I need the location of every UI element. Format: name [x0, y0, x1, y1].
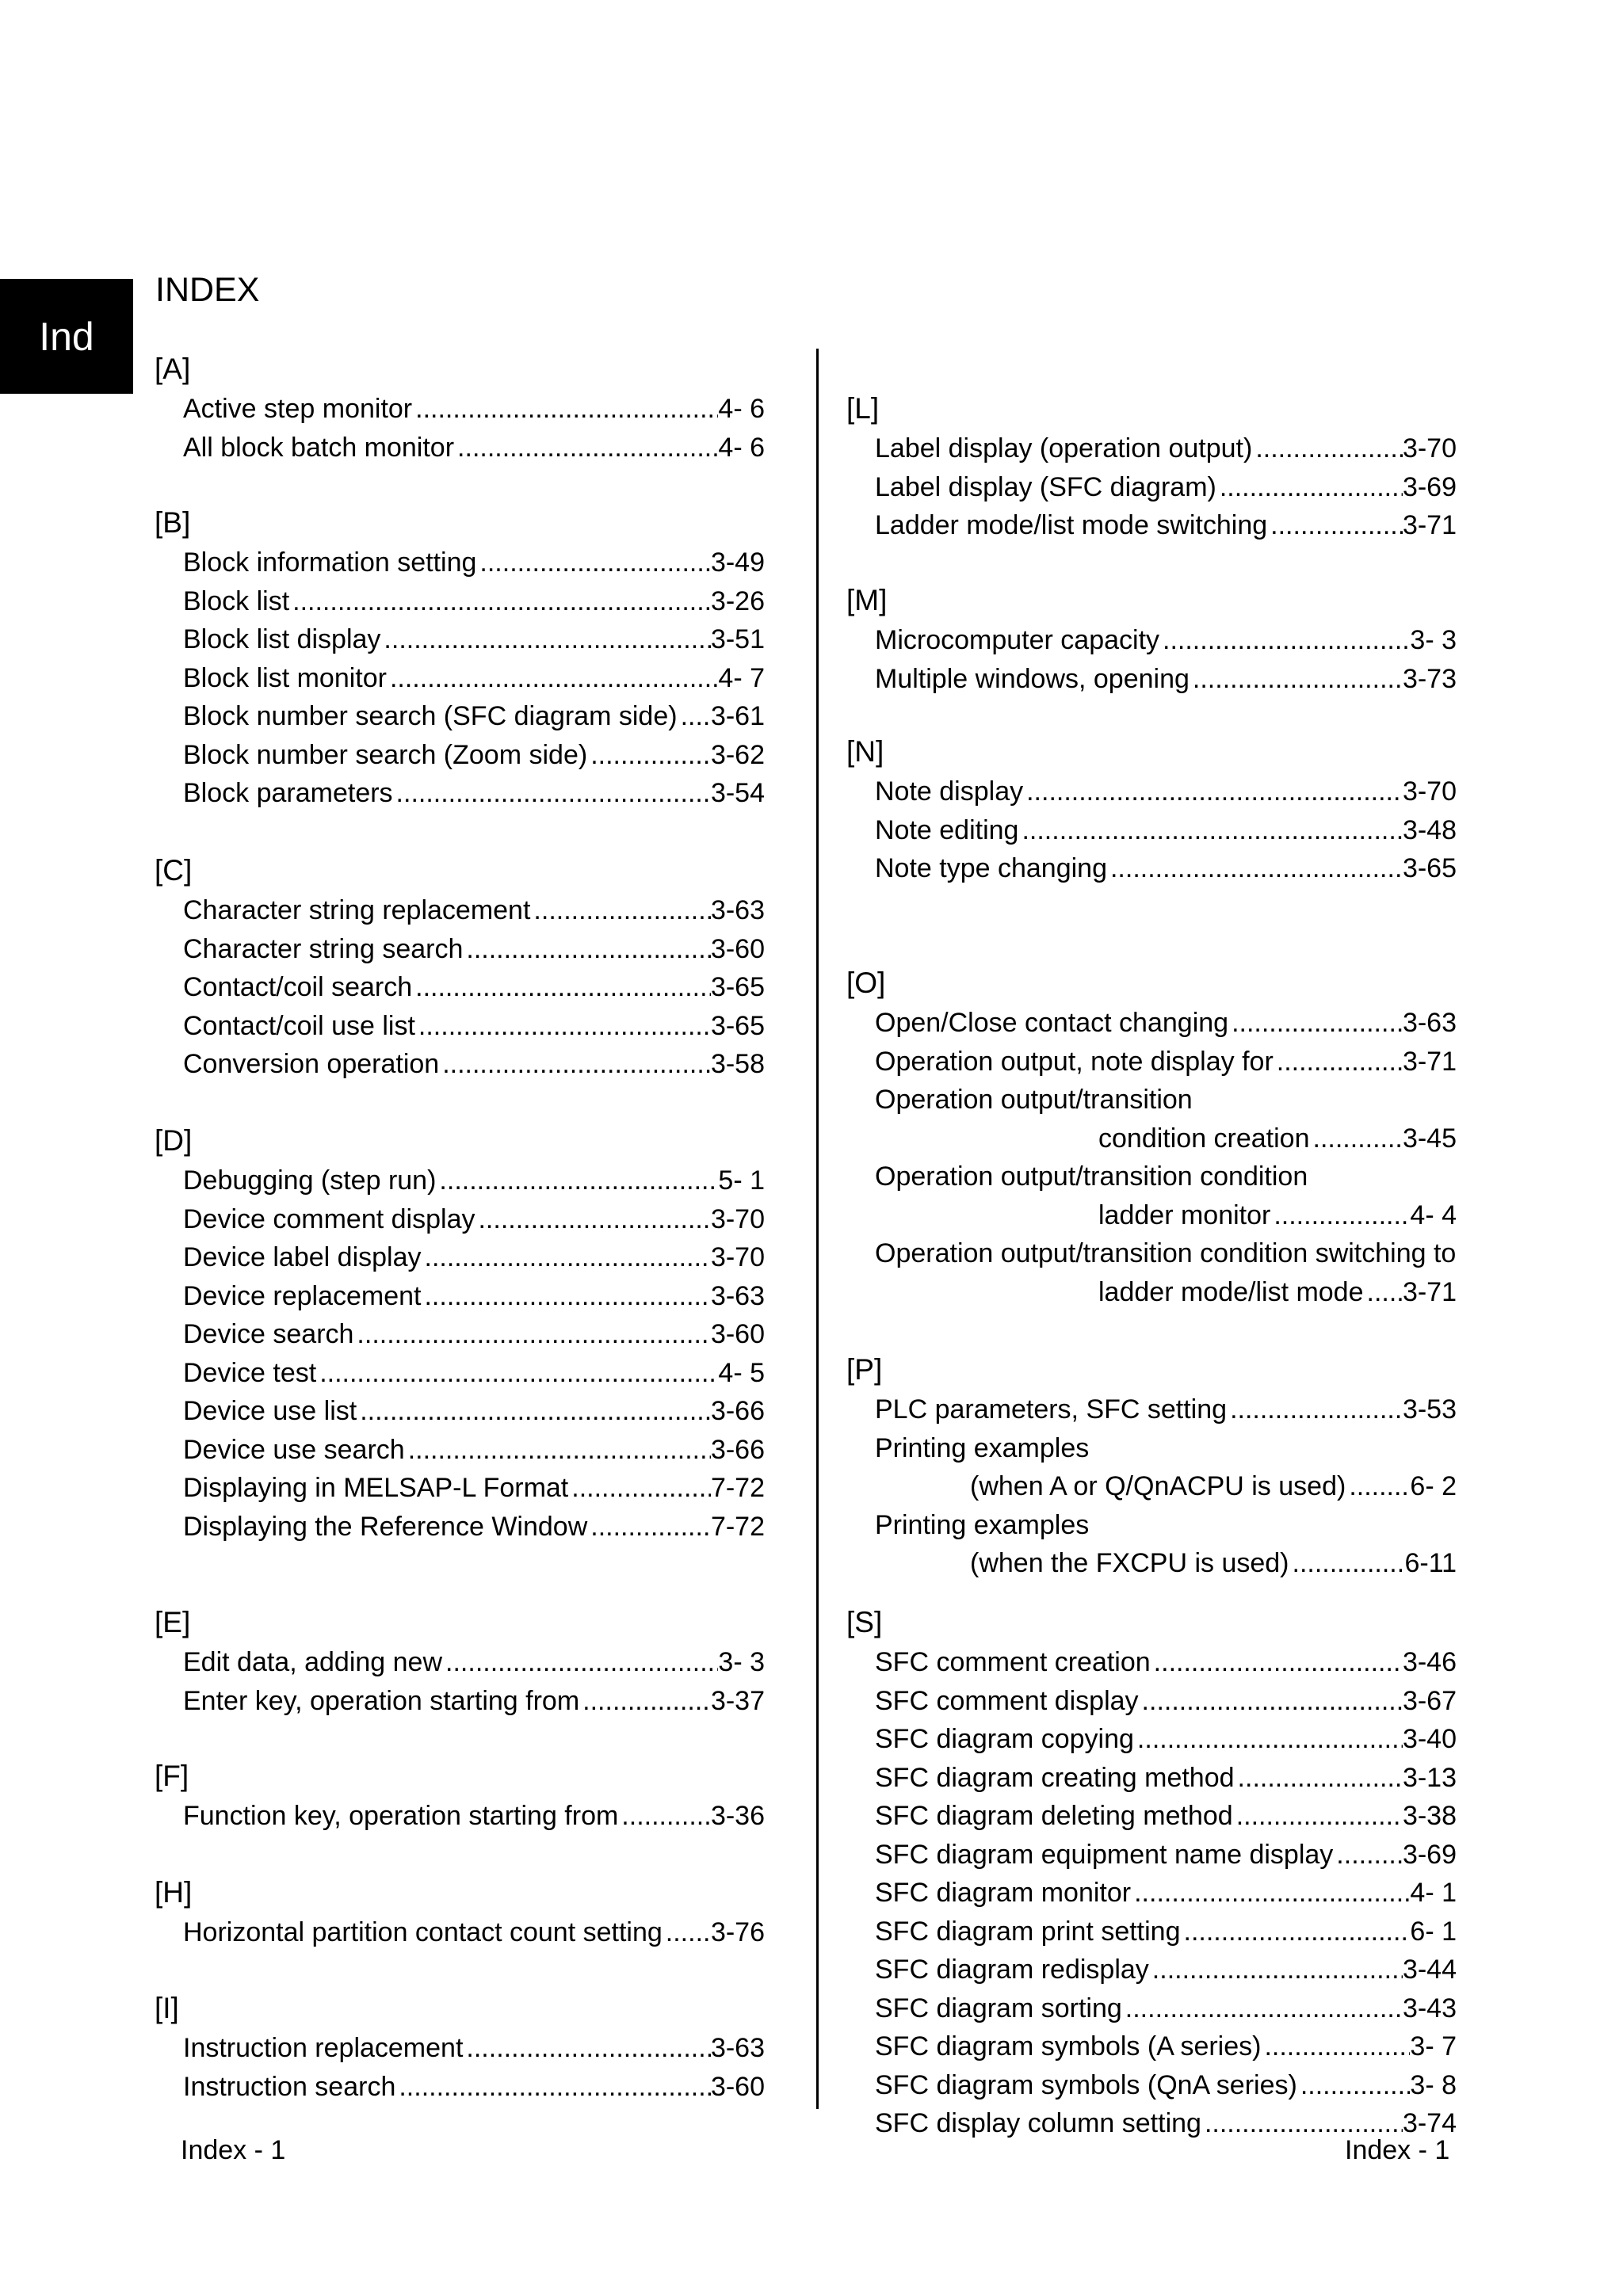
entry-label: Block list monitor — [183, 662, 387, 693]
dot-leader — [1227, 1390, 1403, 1429]
dot-leader — [1139, 1682, 1403, 1721]
section-letter: [I] — [155, 1992, 179, 2024]
entry-label: Printing examples — [875, 1432, 1090, 1463]
section-letter: [E] — [155, 1606, 191, 1638]
entry-label: Enter key, operation starting from — [183, 1685, 580, 1716]
entry-page-ref: 6-11 — [1404, 1548, 1457, 1578]
entry-page-ref: 4- 5 — [718, 1357, 765, 1388]
entry-label: Edit data, adding new — [183, 1647, 443, 1677]
entry-label: SFC diagram deleting method — [875, 1801, 1233, 1831]
dot-leader — [1159, 621, 1410, 660]
entry-page-ref: 3-62 — [710, 739, 765, 770]
index-entry — [846, 1913, 1457, 1951]
entry-label: condition creation — [1098, 1123, 1310, 1154]
entry-page-ref: 3-69 — [1402, 471, 1457, 502]
entry-label: Conversion operation — [183, 1049, 440, 1079]
index-entry — [846, 1643, 1457, 1682]
entry-label: Displaying in MELSAP-L Format — [183, 1473, 569, 1503]
dot-leader — [587, 736, 711, 775]
index-entry — [846, 1158, 1457, 1196]
dot-leader — [678, 697, 711, 736]
footer-page-number-left: Index - 1 — [181, 2135, 286, 2165]
index-entry — [846, 1273, 1457, 1312]
entry-label: Device test — [183, 1357, 317, 1388]
index-entry — [155, 1392, 765, 1431]
index-entry — [155, 1913, 765, 1952]
index-section — [846, 731, 1457, 888]
index-entry — [846, 1004, 1457, 1043]
section-letter: [O] — [846, 967, 886, 999]
index-entry — [155, 1508, 765, 1547]
index-entry — [846, 1759, 1457, 1798]
entry-page-ref: 3-73 — [1402, 663, 1457, 694]
index-entry — [155, 891, 765, 930]
entry-label: Instruction replacement — [183, 2033, 464, 2063]
entry-label: Instruction search — [183, 2071, 396, 2102]
entry-label: Debugging (step run) — [183, 1165, 437, 1196]
entry-label: Device comment display — [183, 1203, 475, 1234]
section-letter: [D] — [155, 1124, 193, 1157]
entry-label: Function key, operation starting from — [183, 1801, 619, 1831]
entry-label: Label display (operation output) — [875, 433, 1253, 463]
entry-label: SFC diagram copying — [875, 1724, 1134, 1754]
index-entry — [155, 429, 765, 467]
entry-label: SFC display column setting — [875, 2108, 1201, 2138]
dot-leader — [1270, 1196, 1410, 1235]
index-section — [846, 388, 1457, 545]
index-entry — [846, 1797, 1457, 1836]
index-entry — [155, 543, 765, 582]
entry-page-ref: 3-40 — [1402, 1724, 1457, 1754]
dot-leader — [463, 930, 711, 969]
dot-leader — [357, 1392, 711, 1431]
dot-leader — [1310, 1119, 1403, 1158]
dot-leader — [1233, 1797, 1403, 1836]
index-entry — [155, 1431, 765, 1470]
entry-label: Operation output/transition condition switching to — [875, 1238, 1457, 1268]
entry-label: Device label display — [183, 1242, 422, 1272]
index-section — [155, 1120, 765, 1546]
dot-leader — [454, 429, 718, 467]
entry-label: SFC comment creation — [875, 1647, 1151, 1677]
index-entry — [155, 930, 765, 969]
index-entry — [155, 1277, 765, 1316]
entry-page-ref: 3-48 — [1402, 814, 1457, 845]
dot-leader — [421, 1277, 710, 1316]
entry-label: Label display (SFC diagram) — [875, 471, 1216, 502]
entry-label: Active step monitor — [183, 394, 413, 424]
dot-leader — [1018, 811, 1402, 850]
index-entry — [155, 1045, 765, 1084]
dot-leader — [1134, 1720, 1403, 1759]
footer-page-number-right: Index - 1 — [1345, 2135, 1450, 2165]
entry-page-ref: 3-65 — [710, 972, 765, 1002]
entry-label: PLC parameters, SFC setting — [875, 1394, 1228, 1425]
index-entry — [846, 811, 1457, 850]
entry-label: Note display — [875, 776, 1024, 807]
dot-leader — [568, 1469, 711, 1508]
entry-page-ref: 5- 1 — [718, 1165, 765, 1196]
index-entry — [846, 1720, 1457, 1759]
entry-page-ref: 3-63 — [710, 1280, 765, 1311]
index-entry — [846, 660, 1457, 699]
entry-page-ref: 3-37 — [710, 1685, 765, 1716]
entry-label: (when A or Q/QnACPU is used) — [970, 1471, 1346, 1501]
index-section — [155, 1602, 765, 1720]
index-section — [155, 850, 765, 1084]
index-section — [846, 1602, 1457, 2143]
index-section — [846, 963, 1457, 1311]
entry-label: SFC diagram symbols (QnA series) — [875, 2069, 1297, 2100]
index-entry — [846, 1874, 1457, 1913]
entry-page-ref: 6- 1 — [1410, 1916, 1457, 1947]
index-section — [846, 1349, 1457, 1583]
index-entry — [155, 582, 765, 621]
section-letter: [L] — [846, 392, 880, 425]
index-entry — [846, 1989, 1457, 2028]
index-entry — [155, 1200, 765, 1239]
entry-label: ladder mode/list mode — [1098, 1276, 1364, 1307]
dot-leader — [436, 1161, 718, 1200]
entry-label: Ladder mode/list mode switching — [875, 510, 1268, 540]
dot-leader — [415, 1007, 711, 1046]
section-letter: [B] — [155, 506, 191, 539]
entry-page-ref: 4- 7 — [718, 662, 765, 693]
index-entry — [155, 1315, 765, 1354]
entry-page-ref: 3- 8 — [1410, 2069, 1457, 2100]
entry-page-ref: 3-70 — [1402, 433, 1457, 463]
section-letter: [H] — [155, 1876, 193, 1909]
index-entry — [155, 1643, 765, 1682]
index-entry — [846, 772, 1457, 811]
index-section — [155, 349, 765, 467]
dot-leader — [1289, 1544, 1405, 1583]
entry-label: ladder monitor — [1098, 1199, 1271, 1230]
index-entry — [155, 2029, 765, 2068]
index-entry — [846, 1043, 1457, 1081]
dot-leader — [475, 1200, 710, 1239]
section-letter: [M] — [846, 584, 888, 616]
entry-page-ref: 3-26 — [710, 585, 765, 616]
entry-label: Displaying the Reference Window — [183, 1511, 588, 1542]
entry-page-ref: 4- 4 — [1410, 1199, 1457, 1230]
entry-label: (when the FXCPU is used) — [970, 1548, 1289, 1578]
dot-leader — [395, 2068, 711, 2107]
entry-page-ref: 3-44 — [1402, 1955, 1457, 1985]
index-entry — [155, 390, 765, 429]
entry-page-ref: 3-67 — [1402, 1685, 1457, 1716]
section-letter: [P] — [846, 1353, 883, 1386]
entry-label: Block number search (SFC diagram side) — [183, 701, 678, 731]
dot-leader — [353, 1315, 711, 1354]
dot-leader — [587, 1508, 711, 1547]
index-tab: Ind — [0, 279, 133, 394]
entry-label: Block list — [183, 585, 290, 616]
entry-page-ref: 3-71 — [1402, 1276, 1457, 1307]
entry-label: SFC diagram sorting — [875, 1993, 1122, 2023]
index-entry — [155, 1797, 765, 1836]
index-entry — [846, 1506, 1457, 1545]
entry-page-ref: 3-76 — [710, 1917, 765, 1947]
entry-label: Contact/coil search — [183, 972, 413, 1002]
dot-leader — [1107, 849, 1403, 888]
index-entry — [846, 1836, 1457, 1875]
entry-label: Block list display — [183, 624, 381, 654]
index-entry — [846, 1390, 1457, 1429]
entry-page-ref: 3-38 — [1402, 1801, 1457, 1831]
index-entry — [846, 506, 1457, 545]
index-entry — [846, 2027, 1457, 2066]
entry-page-ref: 3-51 — [710, 624, 765, 654]
index-entry — [155, 774, 765, 813]
entry-page-ref: 3-70 — [710, 1242, 765, 1272]
entry-label: Block information setting — [183, 547, 477, 578]
entry-page-ref: 3-60 — [710, 2071, 765, 2102]
entry-page-ref: 3-54 — [710, 778, 765, 808]
entry-label: Block parameters — [183, 778, 393, 808]
index-entry — [846, 1429, 1457, 1468]
dot-leader — [530, 891, 711, 930]
entry-label: Device use list — [183, 1396, 357, 1426]
entry-page-ref: 3-61 — [710, 701, 765, 731]
entry-page-ref: 3-71 — [1402, 510, 1457, 540]
entry-label: Microcomputer capacity — [875, 625, 1160, 655]
entry-page-ref: 3-43 — [1402, 1993, 1457, 2023]
dot-leader — [1235, 1759, 1403, 1798]
entry-label: Operation output/transition condition — [875, 1161, 1308, 1192]
entry-page-ref: 3-63 — [710, 895, 765, 925]
index-entry — [846, 1467, 1457, 1506]
index-entry — [846, 849, 1457, 888]
entry-label: Contact/coil use list — [183, 1010, 415, 1041]
entry-page-ref: 3-70 — [710, 1203, 765, 1234]
dot-leader — [1181, 1913, 1411, 1951]
dot-leader — [618, 1797, 711, 1836]
index-entry — [155, 1469, 765, 1508]
entry-page-ref: 3-63 — [710, 2033, 765, 2063]
entry-label: Device replacement — [183, 1280, 422, 1311]
entry-label: Operation output/transition — [875, 1085, 1193, 1115]
dot-leader — [1122, 1989, 1403, 2028]
dot-leader — [1252, 429, 1403, 468]
entry-label: SFC diagram redisplay — [875, 1955, 1149, 1985]
index-entry — [155, 968, 765, 1007]
entry-page-ref: 3- 3 — [718, 1647, 765, 1677]
entry-page-ref: 3-46 — [1402, 1647, 1457, 1677]
section-letter: [A] — [155, 353, 191, 385]
index-entry — [846, 1682, 1457, 1721]
entry-page-ref: 3-66 — [710, 1434, 765, 1465]
entry-label: Note editing — [875, 814, 1019, 845]
page-title: INDEX — [155, 271, 260, 309]
dot-leader — [422, 1238, 711, 1277]
entry-page-ref: 3-60 — [710, 1319, 765, 1349]
dot-leader — [579, 1682, 711, 1721]
entry-page-ref: 4- 6 — [718, 432, 765, 463]
entry-page-ref: 3-70 — [1402, 776, 1457, 807]
entry-page-ref: 4- 6 — [718, 394, 765, 424]
column-divider — [816, 349, 819, 2109]
entry-page-ref: 3- 3 — [1410, 625, 1457, 655]
dot-leader — [439, 1045, 711, 1084]
entry-page-ref: 3-66 — [710, 1396, 765, 1426]
dot-leader — [476, 543, 711, 582]
entry-page-ref: 3- 7 — [1410, 2031, 1457, 2061]
entry-page-ref: 6- 2 — [1410, 1471, 1457, 1501]
index-entry — [846, 1081, 1457, 1119]
index-entry — [155, 1682, 765, 1721]
dot-leader — [316, 1354, 718, 1393]
section-letter: [N] — [846, 735, 884, 768]
entry-page-ref: 3-69 — [1402, 1839, 1457, 1870]
dot-leader — [1364, 1273, 1403, 1312]
entry-page-ref: 3-49 — [710, 547, 765, 578]
index-section — [155, 1988, 765, 2106]
entry-label: SFC comment display — [875, 1685, 1139, 1716]
entry-page-ref: 3-36 — [710, 1801, 765, 1831]
entry-label: Device use search — [183, 1434, 405, 1465]
index-entry — [846, 429, 1457, 468]
entry-label: SFC diagram print setting — [875, 1916, 1181, 1947]
dot-leader — [380, 620, 711, 659]
index-section — [155, 1756, 765, 1836]
dot-leader — [1131, 1874, 1410, 1913]
index-entry — [155, 1238, 765, 1277]
dot-leader — [1190, 660, 1403, 699]
entry-label: SFC diagram symbols (A series) — [875, 2031, 1262, 2061]
entry-label: SFC diagram monitor — [875, 1878, 1132, 1908]
index-entry — [846, 1951, 1457, 1989]
index-entry — [155, 1007, 765, 1046]
index-entry — [155, 1161, 765, 1200]
index-section — [155, 1872, 765, 1952]
index-entry — [846, 1544, 1457, 1583]
entry-page-ref: 3-63 — [1402, 1008, 1457, 1038]
entry-label: Character string search — [183, 933, 464, 964]
dot-leader — [412, 968, 711, 1007]
dot-leader — [405, 1431, 711, 1470]
entry-label: SFC diagram creating method — [875, 1762, 1235, 1793]
entry-page-ref: 3-71 — [1402, 1046, 1457, 1077]
entry-label: Horizontal partition contact count setting — [183, 1917, 663, 1947]
dot-leader — [1261, 2027, 1410, 2066]
index-entry — [846, 1234, 1457, 1273]
index-entry — [155, 736, 765, 775]
index-entry — [846, 1119, 1457, 1158]
entry-page-ref: 4- 1 — [1410, 1878, 1457, 1908]
entry-page-ref: 7-72 — [710, 1473, 765, 1503]
index-section — [155, 502, 765, 813]
index-entry — [846, 621, 1457, 660]
section-letter: [S] — [846, 1606, 883, 1638]
entry-label: Character string replacement — [183, 895, 531, 925]
entry-label: Open/Close contact changing — [875, 1008, 1229, 1038]
dot-leader — [463, 2029, 711, 2068]
entry-page-ref: 3-60 — [710, 933, 765, 964]
entry-page-ref: 3-45 — [1402, 1123, 1457, 1154]
section-letter: [F] — [155, 1760, 189, 1792]
entry-label: All block batch monitor — [183, 432, 455, 463]
entry-label: Printing examples — [875, 1509, 1090, 1540]
dot-leader — [289, 582, 711, 621]
dot-leader — [1228, 1004, 1403, 1043]
entry-label: Note type changing — [875, 853, 1107, 883]
dot-leader — [393, 774, 711, 813]
entry-label: Multiple windows, opening — [875, 663, 1190, 694]
dot-leader — [442, 1643, 718, 1682]
entry-page-ref: 3-13 — [1402, 1762, 1457, 1793]
index-entry — [155, 620, 765, 659]
dot-leader — [1149, 1951, 1403, 1989]
dot-leader — [1023, 772, 1403, 811]
entry-page-ref: 3-74 — [1402, 2108, 1457, 2138]
index-entry — [846, 1196, 1457, 1235]
entry-page-ref: 3-53 — [1402, 1394, 1457, 1425]
dot-leader — [1216, 468, 1403, 507]
entry-page-ref: 7-72 — [710, 1511, 765, 1542]
entry-label: Block number search (Zoom side) — [183, 739, 588, 770]
index-entry — [155, 2068, 765, 2107]
index-entry — [155, 659, 765, 698]
index-entry — [155, 697, 765, 736]
entry-label: Device search — [183, 1319, 354, 1349]
dot-leader — [412, 390, 718, 429]
entry-page-ref: 3-58 — [710, 1049, 765, 1079]
dot-leader — [1297, 2066, 1411, 2105]
entry-label: Operation output, note display for — [875, 1046, 1274, 1077]
dot-leader — [1151, 1643, 1403, 1682]
dot-leader — [1346, 1467, 1410, 1506]
dot-leader — [1274, 1043, 1403, 1081]
index-section — [846, 580, 1457, 698]
dot-leader — [663, 1913, 711, 1952]
index-entry — [846, 468, 1457, 507]
dot-leader — [387, 659, 718, 698]
index-entry — [846, 2066, 1457, 2105]
index-entry — [155, 1354, 765, 1393]
dot-leader — [1267, 506, 1403, 545]
entry-page-ref: 3-65 — [710, 1010, 765, 1041]
section-letter: [C] — [155, 854, 193, 887]
entry-page-ref: 3-65 — [1402, 853, 1457, 883]
entry-label: SFC diagram equipment name display — [875, 1839, 1334, 1870]
dot-leader — [1333, 1836, 1403, 1875]
